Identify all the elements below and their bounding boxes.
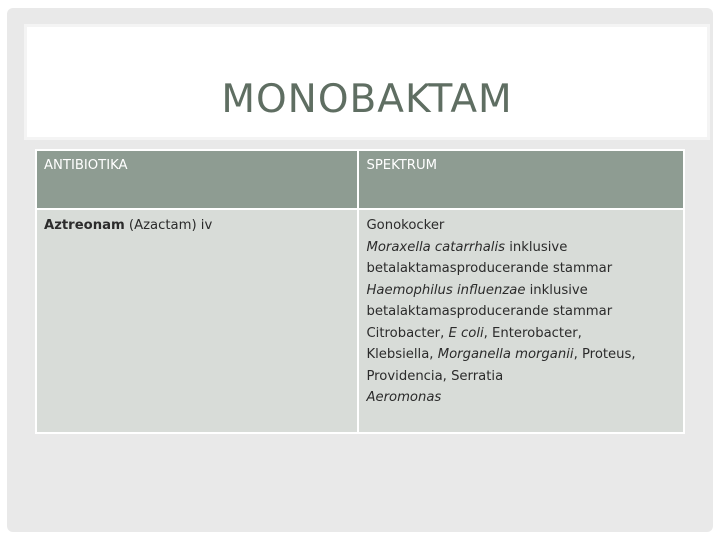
spectrum-line: Providencia, Serratia [366, 368, 504, 384]
antibiotic-cell [36, 209, 358, 433]
table-header-row [36, 150, 684, 209]
antibiotic-detail: (Azactam) iv [124, 218, 213, 233]
spectrum-line: Moraxella catarrhalis inklusive [366, 239, 568, 255]
spectrum-cell [358, 209, 684, 433]
antibiotic-name: Aztreonam [44, 218, 125, 233]
spectrum-line: Haemophilus influenzae inklusive [366, 282, 588, 298]
spectrum-line: betalaktamasproducerande stammar [366, 304, 613, 319]
header-antibiotika: ANTIBIOTIKA [36, 150, 358, 209]
spectrum-line: Gonokocker [366, 218, 445, 233]
antibiotic-table [35, 149, 685, 434]
spectrum-line: Citrobacter, E coli, Enterobacter, [366, 325, 582, 341]
spectrum-line: Aeromonas [366, 390, 442, 405]
title-box [27, 27, 707, 137]
table-row [36, 209, 684, 433]
header-spektrum: SPEKTRUM [358, 150, 684, 209]
spectrum-line: betalaktamasproducerande stammar [366, 261, 613, 276]
spectrum-line: Klebsiella, Morganella morganii, Proteus, [366, 347, 636, 362]
slide-title: MONOBAKTAM [221, 77, 513, 122]
